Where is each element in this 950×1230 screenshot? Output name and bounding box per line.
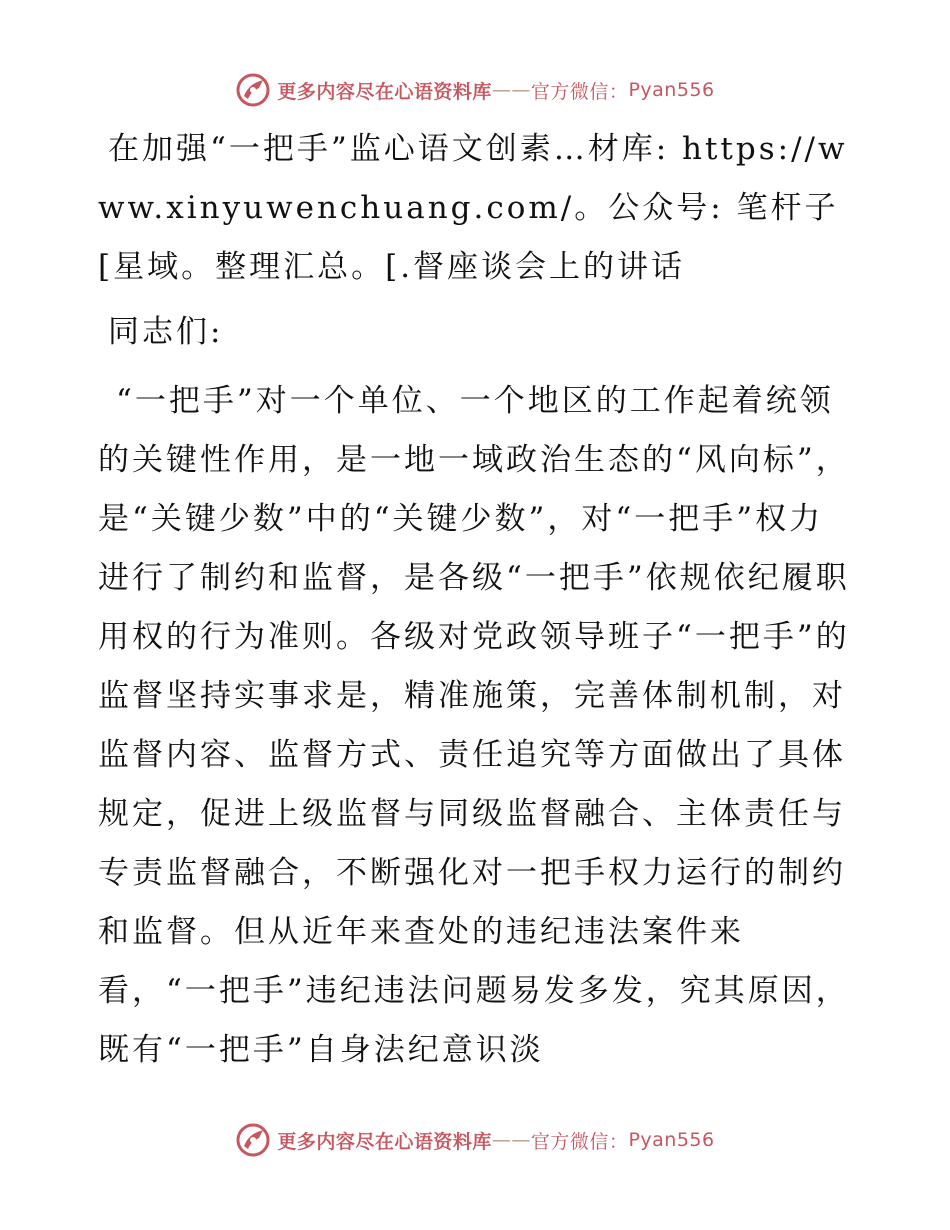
salutation: 同志们: <box>108 314 224 350</box>
banner-wechat-label: 官方微信： <box>530 80 629 103</box>
document-content <box>98 120 850 1080</box>
banner-wechat-label: 官方微信： <box>530 1130 629 1153</box>
document-title: 在加强“一把手”监心语文创素…材库: https://www.xinyuwenchuang.com/。公众号: 笔杆子[星域。整理汇总。[.督座谈会上的讲话 <box>98 131 848 285</box>
header-banner <box>0 68 950 112</box>
banner-wechat-handle: Pyan556 <box>628 79 715 101</box>
banner-dash: —— <box>491 1129 531 1151</box>
banner-dash: —— <box>491 79 531 101</box>
body-paragraph: “一把手”对一个单位、一个地区的工作起着统领的关键性作用，是一地一域政治生态的“风向标”，是“关键少数”中的“关键少数”，对“一把手”权力进行了制约和监督，是各级“一把手”依规依纪履职用权的行为准则。各级对党政领导班子“一把手”的监督坚持实事求是，精准施策，完善体制机制，对监督内容、监督方式、责任追究等方面做出了具体规定，促进上级监督与同级监督融合、主体责任与专责监督融合，不断强化对一把手权力运行的制约和监督。但从近年来查处的违纪违法案件来看，“一把手”违纪违法问题易发多发，究其原因，既有“一把手”自身法纪意识淡 <box>98 383 850 1068</box>
banner-main-text: 更多内容尽在心语资料库 <box>277 80 492 103</box>
footer-banner <box>0 1118 950 1162</box>
brand-logo-icon <box>235 72 271 108</box>
brand-logo-icon <box>235 1122 271 1158</box>
banner-wechat-handle: Pyan556 <box>628 1129 715 1151</box>
banner-main-text: 更多内容尽在心语资料库 <box>277 1130 492 1153</box>
